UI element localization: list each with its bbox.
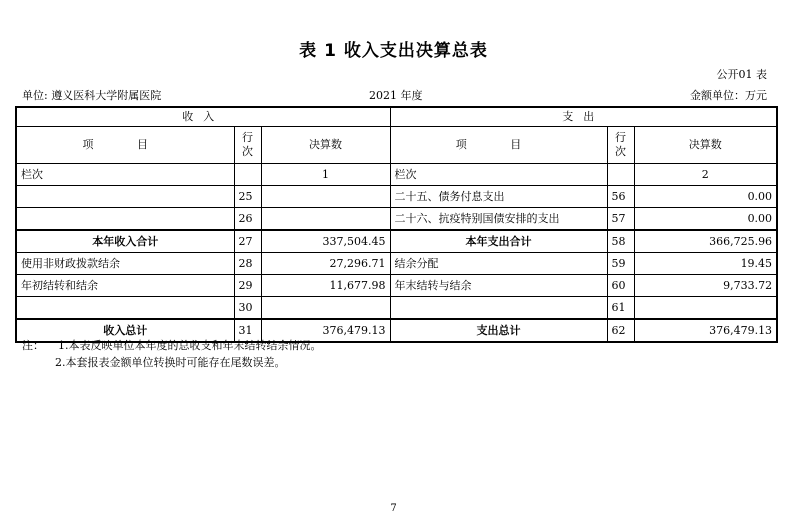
lanci-expense-number: 2	[634, 164, 777, 186]
expense-line: 61	[607, 297, 634, 320]
note-2: 2.本套报表金额单位转换时可能存在尾数误差。	[55, 356, 286, 369]
income-line: 28	[234, 253, 261, 275]
expense-amount: 0.00	[634, 208, 777, 231]
expense-item	[390, 297, 607, 320]
income-item	[16, 208, 234, 231]
page-title: 表 1 收入支出决算总表	[299, 41, 488, 61]
table-row	[16, 253, 777, 275]
expense-item: 二十六、抗疫特别国债安排的支出	[390, 208, 607, 231]
expense-amount: 366,725.96	[634, 230, 777, 253]
income-amount	[261, 208, 390, 231]
fiscal-year: 2021 年度	[369, 89, 423, 102]
income-amount: 337,504.45	[261, 230, 390, 253]
income-line: 29	[234, 275, 261, 297]
income-item: 年初结转和结余	[16, 275, 234, 297]
income-section-header: 收入	[16, 107, 390, 127]
expense-item: 本年支出合计	[390, 230, 607, 253]
expense-line: 57	[607, 208, 634, 231]
expense-amount: 0.00	[634, 186, 777, 208]
income-line: 31	[234, 319, 261, 342]
income-amount	[261, 186, 390, 208]
expense-item-header: 项 目	[390, 127, 607, 164]
expense-amount: 376,479.13	[634, 319, 777, 342]
income-amount	[261, 297, 390, 320]
expense-line: 59	[607, 253, 634, 275]
column-header-row	[16, 127, 777, 164]
lanci-label: 栏次	[16, 164, 234, 186]
amount-unit: 金额单位：万元	[690, 89, 767, 102]
expense-section-header: 支出	[390, 107, 777, 127]
expense-amount: 19.45	[634, 253, 777, 275]
table-row	[16, 275, 777, 297]
income-item: 收入总计	[16, 319, 234, 342]
income-item	[16, 186, 234, 208]
expense-line: 56	[607, 186, 634, 208]
income-amount: 27,296.71	[261, 253, 390, 275]
expense-item: 结余分配	[390, 253, 607, 275]
expense-item: 支出总计	[390, 319, 607, 342]
table-row	[16, 164, 777, 186]
note-1	[22, 337, 322, 354]
table-row	[16, 230, 777, 253]
expense-line: 60	[607, 275, 634, 297]
expense-item: 二十五、债务付息支出	[390, 186, 607, 208]
income-item	[16, 297, 234, 320]
income-amount: 11,677.98	[261, 275, 390, 297]
expense-line: 58	[607, 230, 634, 253]
expense-amount-header: 决算数	[634, 127, 777, 164]
income-line: 30	[234, 297, 261, 320]
form-number: 公开01 表	[716, 68, 767, 81]
income-item: 使用非财政拨款结余	[16, 253, 234, 275]
income-line: 25	[234, 186, 261, 208]
table-row	[16, 208, 777, 231]
section-header-row	[16, 107, 777, 127]
lanci-income-number: 1	[261, 164, 390, 186]
table-row	[16, 186, 777, 208]
note-1-text: 1.本表反映单位本年度的总收支和年末结转结余情况。	[58, 339, 322, 352]
summary-table	[15, 106, 778, 343]
income-line-header: 行次	[234, 127, 261, 164]
expense-line: 62	[607, 319, 634, 342]
expense-item: 年末结转与结余	[390, 275, 607, 297]
notes	[22, 337, 322, 371]
income-line: 26	[234, 208, 261, 231]
expense-line-header: 行次	[607, 127, 634, 164]
page-number: 7	[390, 503, 397, 514]
income-line: 27	[234, 230, 261, 253]
expense-amount	[634, 297, 777, 320]
income-item-header: 项 目	[16, 127, 234, 164]
income-amount: 376,479.13	[261, 319, 390, 342]
income-item: 本年收入合计	[16, 230, 234, 253]
income-amount-header: 决算数	[261, 127, 390, 164]
expense-amount: 9,733.72	[634, 275, 777, 297]
note-prefix: 注：	[22, 339, 44, 352]
reporting-unit: 单位: 遵义医科大学附属医院	[22, 89, 162, 102]
lanci-label: 栏次	[390, 164, 607, 186]
table-row	[16, 297, 777, 320]
